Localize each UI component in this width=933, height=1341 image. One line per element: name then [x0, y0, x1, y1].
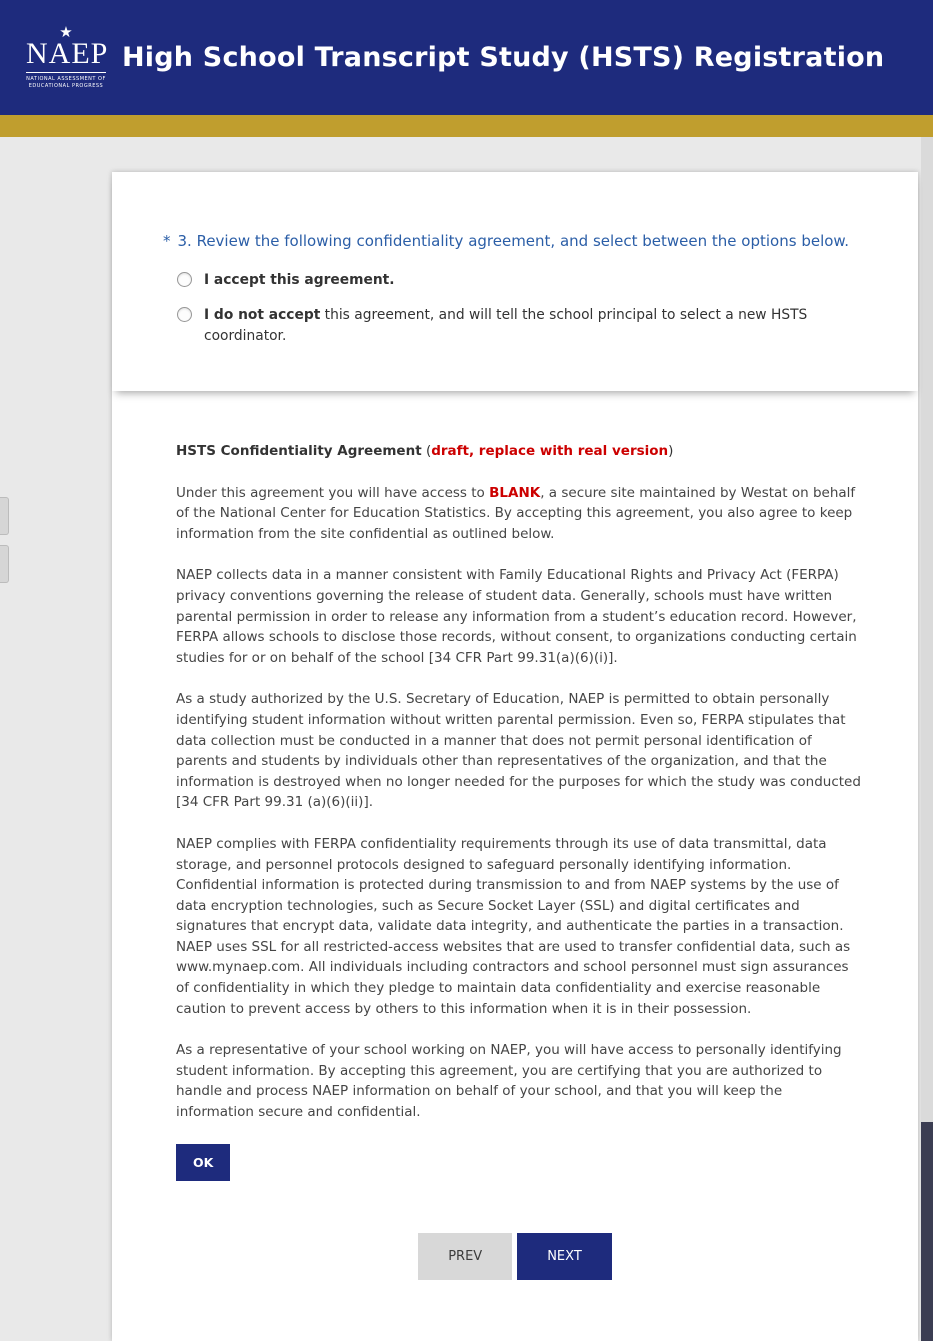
- agreement-paragraph-4: NAEP complies with FERPA confidentiality requirements through its use of data transmittal, data storage, and personnel protocols designed to safeguard personally identifying information. Confidential information is protected during transmission to and from NAEP systems by the use of data encryption technologies, such as Secure Socket Layer (SSL) and digital certificates and signatures that encrypt data, validate data integrity, and authenticate the parties in a transaction. NAEP uses SSL for all restricted-access websites that are used to transfer confidential data, such as www.mynaep.com. All individuals including contractors and school personnel must sign assurances of confidentiality in which they pledge to maintain data confidentiality and exercise reasonable caution to prevent access by others to this information when it is in their possession.: [176, 835, 851, 1017]
- question-label: 3. Review the following confidentiality agreement, and select between the options below.: [177, 232, 850, 250]
- scrollbar-thumb[interactable]: [921, 1122, 933, 1341]
- agreement-paragraph-1: [176, 483, 863, 545]
- radio-button-accept[interactable]: [177, 272, 192, 287]
- agreement-paragraph-2: NAEP collects data in a manner consistent with Family Educational Rights and Privacy Act (FERPA) privacy conventions governing the release of student data. Generally, schools must have written parental permission in order to release any information from a student’s education record. However, FERPA allows schools to disclose those records, without consent, to organizations conducting certain studies for or on behalf of the school [34 CFR Part 99.31(a)(6)(i)].: [176, 567, 857, 666]
- p1-blank-placeholder: BLANK: [489, 484, 541, 501]
- naep-logo-wordmark: NAEP: [26, 37, 109, 70]
- naep-logo: [26, 23, 109, 90]
- agreement-paragraph-3: As a study authorized by the U.S. Secretary of Education, NAEP is permitted to obtain personally identifying student information without written parental permission. Even so, FERPA stipulates that data collection must be conducted in a manner that does not permit personal identification of parents and students by individuals other than representatives of the organization, and that the information is destroyed when no longer needed for the purposes for which the study was conducted [34 CFR Part 99.31 (a)(6)(ii)].: [176, 691, 861, 811]
- app-header: [0, 0, 933, 115]
- agreement-heading-paren-close: ): [668, 443, 674, 459]
- left-edge-tab-top[interactable]: [0, 497, 9, 535]
- radio-option-accept-label: [204, 270, 395, 291]
- naep-star-icon: ★: [59, 23, 73, 41]
- radio-option-decline[interactable]: [177, 305, 858, 347]
- accept-bold-text: I accept this agreement.: [204, 272, 395, 288]
- question-section: [112, 172, 918, 391]
- next-button[interactable]: NEXT: [517, 1233, 612, 1280]
- page-title: High School Transcript Study (HSTS) Registration: [122, 42, 885, 73]
- agreement-heading-draft-note: draft, replace with real version: [431, 443, 669, 459]
- naep-logo-subtitle: NATIONAL ASSESSMENT OF EDUCATIONAL PROGRESS: [26, 72, 106, 90]
- required-asterisk: *: [163, 232, 171, 250]
- prev-button[interactable]: PREV: [418, 1233, 512, 1280]
- agreement-paragraph-5: As a representative of your school working on NAEP, you will have access to personally identifying student information. By accepting this agreement, you are certifying that you are authorized to handle and process NAEP information on behalf of your school, and that you will keep the information secure and confidential.: [176, 1042, 842, 1121]
- ok-button[interactable]: OK: [176, 1144, 230, 1181]
- registration-card: [112, 172, 918, 1341]
- agreement-panel: [112, 391, 918, 1181]
- agreement-heading-title: HSTS Confidentiality Agreement: [176, 443, 422, 459]
- decline-bold-text: I do not accept: [204, 307, 321, 323]
- p1-after: , a secure site maintained by Westat on behalf of the National Center for Education Statistics. By accepting this agreement, you also agree to keep information from the site confidential as outlined below.: [176, 484, 856, 542]
- agreement-heading-paren-open: (: [421, 443, 432, 459]
- decline-rest-text: this agreement, and will tell the school principal to select a new HSTS coordinator.: [204, 307, 808, 344]
- scrollbar-track[interactable]: [921, 137, 933, 1341]
- radio-button-decline[interactable]: [177, 307, 192, 322]
- question-text: [163, 230, 858, 252]
- agreement-heading: [176, 441, 863, 462]
- content-area: [0, 137, 933, 1341]
- p1-before: Under this agreement you will have access to: [176, 484, 490, 501]
- radio-group: [163, 270, 858, 347]
- wizard-nav: [112, 1181, 918, 1319]
- radio-option-decline-label: [204, 305, 858, 347]
- gold-divider: [0, 115, 933, 137]
- left-edge-tab-bottom[interactable]: [0, 545, 9, 583]
- radio-option-accept[interactable]: [177, 270, 858, 291]
